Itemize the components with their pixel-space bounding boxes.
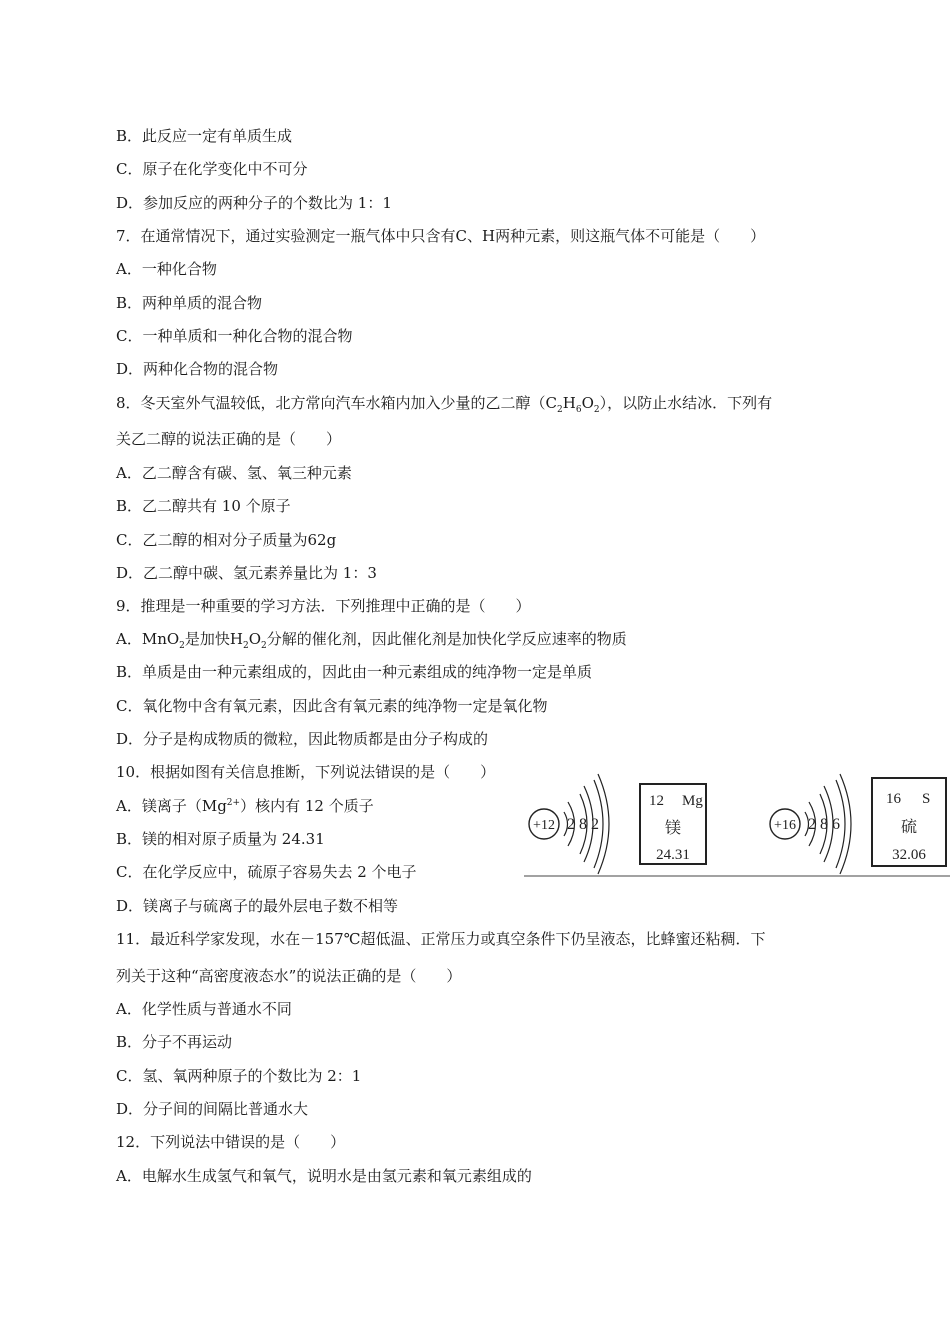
mg-atom-diagram — [529, 774, 609, 874]
option-line: B．分子不再运动 — [116, 1033, 233, 1051]
option-line: A．电解水生成氢气和氧气，说明水是由氢元素和氧元素组成的 — [116, 1167, 532, 1185]
s-atom-diagram — [770, 774, 851, 874]
s-symbol: S — [922, 791, 931, 807]
option-line: A．乙二醇含有碳、氢、氧三种元素 — [116, 464, 352, 482]
q8-subscript: 2 — [557, 405, 563, 415]
option-line — [116, 796, 374, 816]
mg-atomic-number: 12 — [649, 793, 664, 809]
q8-text: H — [562, 394, 576, 412]
mg-nucleus-label: +12 — [533, 818, 555, 833]
q8-text: O — [581, 394, 594, 412]
q8-subscript: 6 — [575, 405, 582, 415]
q9-text: 分解的催化剂，因此催化剂是加快化学反应速率的物质 — [266, 630, 627, 648]
option-line: D．两种化合物的混合物 — [116, 360, 279, 378]
option-line: C．乙二醇的相对分子质量为62g — [116, 531, 337, 549]
q10-text: A．镁离子（Mg — [116, 797, 227, 815]
q8-text: ），以防止水结冰．下列有 — [599, 394, 773, 412]
option-line: B．此反应一定有单质生成 — [116, 127, 293, 145]
q10-superscript: 2+ — [226, 798, 241, 808]
q9-subscript: 2 — [242, 641, 249, 651]
q9-text: A．MnO — [116, 630, 180, 648]
atom-structure-figure — [524, 762, 950, 880]
mg-name: 镁 — [664, 818, 682, 837]
question-11-stem: 11．最近科学家发现，水在－157℃超低温、正常压力或真空条件下仍呈液态，比蜂蜜还粘稠．下 — [116, 930, 766, 948]
question-8-stem-cont: 关乙二醇的说法正确的是（ ） — [116, 430, 342, 448]
option-line: C．氢、氧两种原子的个数比为 2：1 — [116, 1067, 362, 1085]
q9-text: O — [248, 630, 262, 648]
q9-text: 是加快H — [184, 630, 243, 648]
option-line: C．氧化物中含有氧元素，因此含有氧元素的纯净物一定是氧化物 — [116, 697, 548, 715]
option-line: C．在化学反应中，硫原子容易失去 2 个电子 — [116, 863, 417, 881]
q10-text: ）核内有 12 个质子 — [240, 797, 374, 815]
question-9-stem: 9．推理是一种重要的学习方法．下列推理中正确的是（ ） — [116, 597, 531, 615]
option-line: B．镁的相对原子质量为 24.31 — [116, 830, 325, 848]
s-nucleus-label: +16 — [774, 818, 796, 833]
q9-subscript: 2 — [261, 641, 267, 651]
option-line: A．化学性质与普通水不同 — [116, 1000, 292, 1018]
option-line: D．乙二醇中碳、氢元素养量比为 1：3 — [116, 564, 377, 582]
q9-subscript: 2 — [179, 641, 185, 651]
question-10-stem: 10．根据如图有关信息推断，下列说法错误的是（ ） — [116, 763, 496, 781]
question-11-stem-cont: 列关于这种“高密度液态水”的说法正确的是（ ） — [116, 967, 462, 985]
option-line: A．一种化合物 — [116, 260, 217, 278]
option-line: B．乙二醇共有 10 个原子 — [116, 497, 291, 515]
option-line: D．镁离子与硫离子的最外层电子数不相等 — [116, 897, 399, 915]
question-8-stem — [116, 393, 772, 413]
question-7-stem: 7．在通常情况下，通过实验测定一瓶气体中只含有C、H两种元素，则这瓶气体不可能是（ ） — [116, 227, 766, 245]
mg-electron-config: 2 8 2 — [567, 816, 599, 833]
q8-text: 8．冬天室外气温较低，北方常向汽车水箱内加入少量的乙二醇（C — [116, 394, 558, 412]
s-mass: 32.06 — [892, 847, 926, 863]
mg-symbol: Mg — [682, 793, 703, 809]
s-name: 硫 — [900, 817, 918, 836]
option-line: D．分子间的间隔比普通水大 — [116, 1100, 309, 1118]
mg-element-cell — [640, 784, 706, 864]
option-line: C．原子在化学变化中不可分 — [116, 160, 308, 178]
option-line: D．分子是构成物质的微粒，因此物质都是由分子构成的 — [116, 730, 489, 748]
s-atomic-number: 16 — [886, 791, 901, 807]
option-line: C．一种单质和一种化合物的混合物 — [116, 327, 353, 345]
option-line — [116, 629, 627, 649]
q8-subscript: 2 — [593, 405, 600, 415]
option-line: B．两种单质的混合物 — [116, 294, 263, 312]
s-electron-config: 2 8 6 — [808, 816, 840, 833]
s-element-cell — [872, 778, 946, 866]
option-line: B．单质是由一种元素组成的，因此由一种元素组成的纯净物一定是单质 — [116, 663, 593, 681]
question-12-stem: 12．下列说法中错误的是（ ） — [116, 1133, 346, 1151]
option-line: D．参加反应的两种分子的个数比为 1：1 — [116, 194, 392, 212]
mg-mass: 24.31 — [656, 847, 690, 863]
